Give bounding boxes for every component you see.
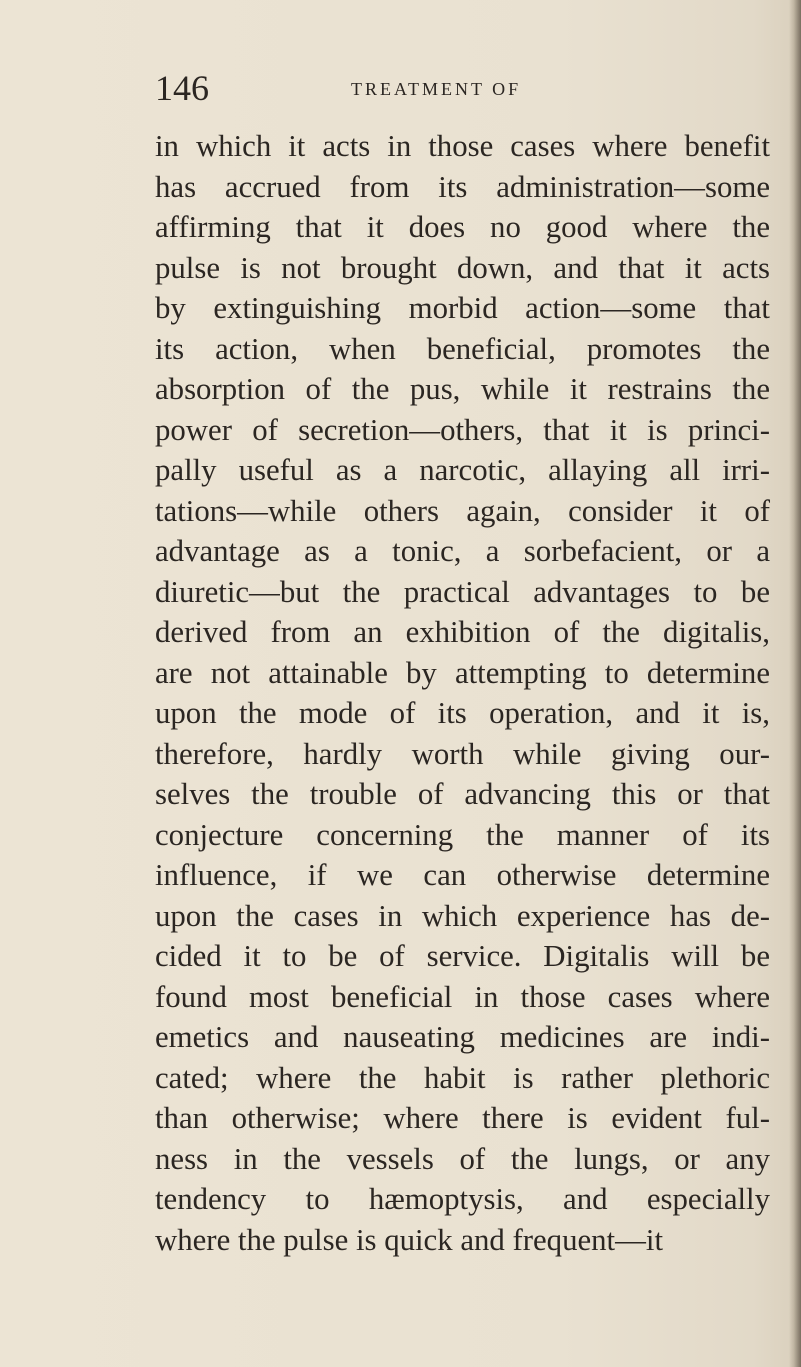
text-line: than otherwise; where there is evident ful- xyxy=(155,1101,770,1135)
page-header xyxy=(155,66,755,116)
page-edge-shadow xyxy=(789,0,801,1367)
text-line: diuretic—but the practical advantages to be xyxy=(155,574,770,609)
text-line: influence, if we can otherwise determine xyxy=(155,858,770,892)
body-text xyxy=(155,126,770,1260)
text-line: tendency to hæmoptysis, and especially xyxy=(155,1182,770,1216)
text-line: cated; where the habit is rather plethoric xyxy=(155,1060,770,1095)
text-line: where the pulse is quick and frequent—it xyxy=(155,1222,663,1257)
text-line: has accrued from its administration—some xyxy=(155,169,770,204)
text-line: pulse is not brought down, and that it acts xyxy=(155,250,770,285)
text-line: therefore, hardly worth while giving our- xyxy=(155,736,770,771)
text-line: affirming that it does no good where the xyxy=(155,210,770,244)
text-line: in which it acts in those cases where benefit xyxy=(155,129,770,163)
text-line: selves the trouble of advancing this or that xyxy=(155,777,770,811)
text-line: emetics and nauseating medicines are indi- xyxy=(155,1020,770,1054)
running-head: TREATMENT OF xyxy=(351,79,522,99)
text-line: by extinguishing morbid action—some that xyxy=(155,291,770,325)
text-line: upon the cases in which experience has de- xyxy=(155,898,770,933)
text-line: ness in the vessels of the lungs, or any xyxy=(155,1141,770,1176)
text-line: found most beneficial in those cases where xyxy=(155,979,770,1014)
text-line: absorption of the pus, while it restrains the xyxy=(155,372,770,406)
text-line: pally useful as a narcotic, allaying all irri- xyxy=(155,453,770,487)
text-line: upon the mode of its operation, and it is, xyxy=(155,696,770,730)
text-line: tations—while others again, consider it of xyxy=(155,493,770,528)
text-line: power of secretion—others, that it is princi- xyxy=(155,412,770,447)
text-line: cided it to be of service. Digitalis will be xyxy=(155,939,770,973)
text-line: advantage as a tonic, a sorbefacient, or a xyxy=(155,534,770,568)
text-line: conjecture concerning the manner of its xyxy=(155,817,770,852)
text-line: its action, when beneficial, promotes the xyxy=(155,331,770,366)
page-number: 146 xyxy=(155,68,209,108)
text-line: are not attainable by attempting to determine xyxy=(155,655,770,690)
text-line: derived from an exhibition of the digitalis, xyxy=(155,615,770,649)
